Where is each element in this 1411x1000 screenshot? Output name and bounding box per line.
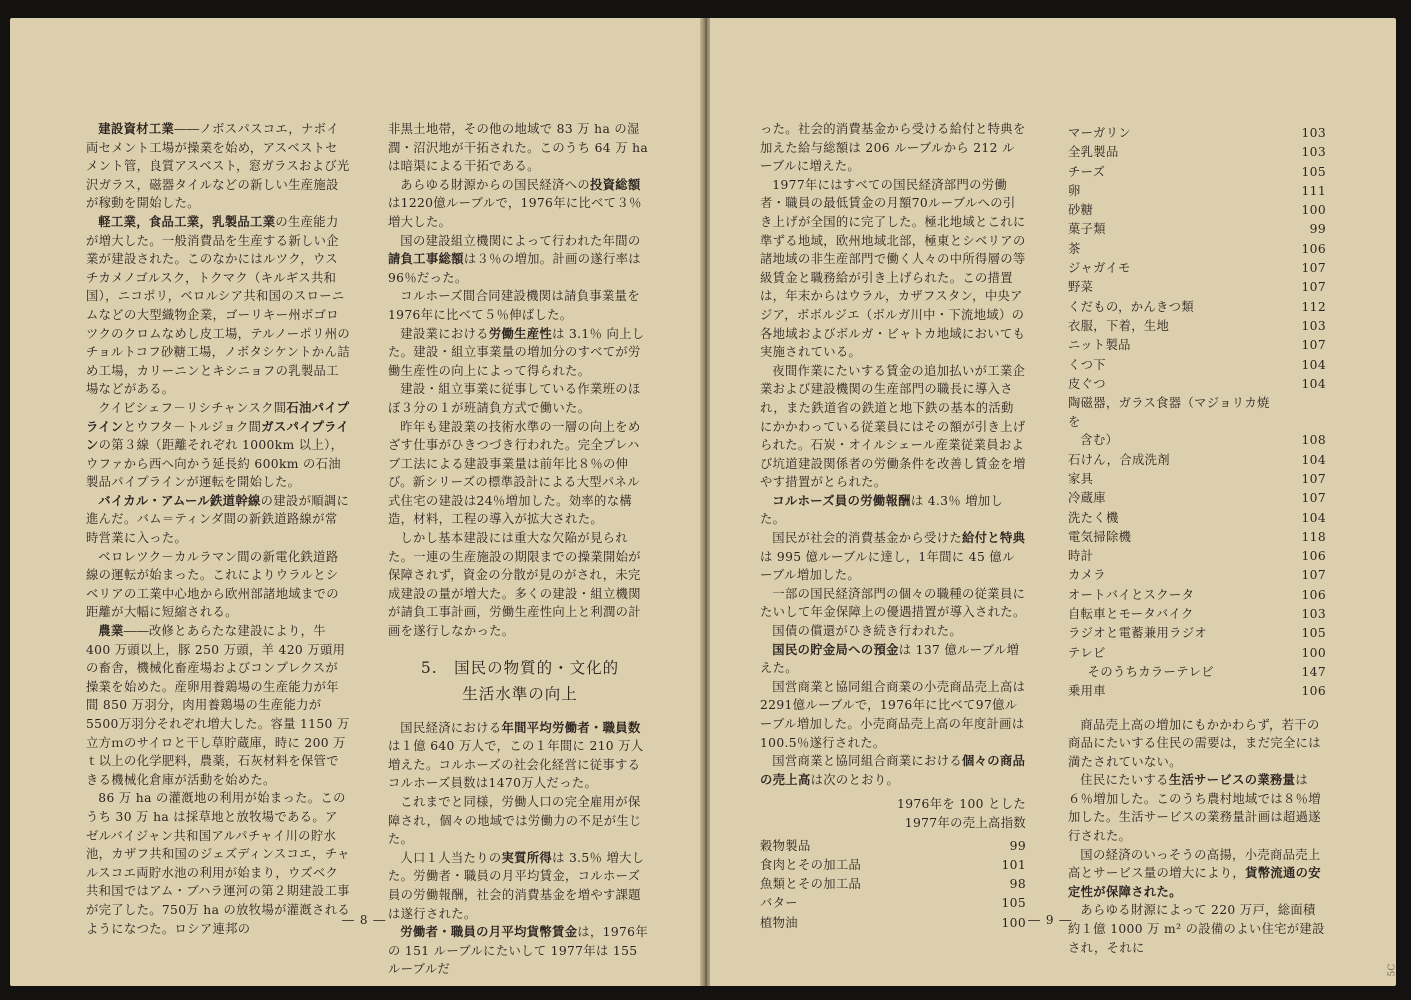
item-name: 乗用車 xyxy=(1068,684,1106,699)
item-name: 植物油 xyxy=(760,915,798,930)
item-name: 食肉とその加工品 xyxy=(760,857,862,872)
emphasis-text: コルホーズ員の労働報酬 xyxy=(772,492,911,508)
body-text: 1977年にはすべての国民経済部門の労働者・職員の最低賃金の月額70ルーブルへの引き上げが全国的に完了した。極北地域とこれに準ずる地域，欧州地域北部，極東とシベリアの諸地域の非生産部門で働く人々の中所得層の等級賃金と職務給が引き上げられた。この措置は，年末からはウラル，カザフスタン，中央アジア，ボボルジエ（ボルガ川中・下流地域）の各地域およびボルガ・ビャトカ地域においても実施されている。 xyxy=(760,177,1026,360)
item-name: そのうちカラーテレビ xyxy=(1087,664,1214,679)
emphasis-text: 投資総額 xyxy=(590,176,641,192)
body-text: は３％の増加。計画の遂行率は96％だった。 xyxy=(388,252,641,285)
paragraph xyxy=(760,120,1026,176)
paragraph xyxy=(86,492,350,548)
index-value: 104 xyxy=(1301,357,1326,372)
table-row xyxy=(1068,124,1326,143)
section-heading-line-1: 5. 国民の物質的・文化的 xyxy=(420,658,620,677)
body-text: の第３線（距離それぞれ 1000km 以上），ウファから西へ向かう延長約 600km の石油製品パイプラインが運転を開始した。 xyxy=(86,438,344,490)
body-text: 建設業における xyxy=(400,326,489,341)
item-name: 陶磁器，ガラス食器（マジョリカ焼を xyxy=(1068,396,1270,429)
index-value: 103 xyxy=(1301,145,1326,160)
body-text: の建設が順調に進んだ。バム＝ティンダ間の新鉄道路線が常時営業に入った。 xyxy=(86,493,350,546)
emphasis-text: 農業 xyxy=(98,623,124,639)
item-name: 含む） xyxy=(1080,433,1119,448)
index-value: 107 xyxy=(1301,568,1326,583)
paragraph xyxy=(86,789,350,938)
index-value: 106 xyxy=(1301,241,1326,256)
table-row xyxy=(760,914,1026,933)
body-text: あらゆる財源によって 220 万戸，総面積約１億 1000 万 m² の設備のよい住宅が建設され，それに xyxy=(1068,903,1325,955)
body-text: 国民が社会的消費基金から受けた xyxy=(772,531,963,546)
right-page-column-2 xyxy=(1068,124,1326,957)
emphasis-text: 請負工事総額 xyxy=(388,251,464,267)
emphasis-text: 国民の貯金局への預金 xyxy=(772,641,899,657)
index-value: 111 xyxy=(1301,183,1326,198)
paragraph xyxy=(388,923,652,979)
left-page-column-2 xyxy=(388,120,652,979)
table-row xyxy=(1068,586,1326,605)
table-row xyxy=(1068,336,1326,355)
table-row xyxy=(1068,240,1326,259)
index-value: 107 xyxy=(1301,491,1326,506)
table-row xyxy=(1068,394,1326,431)
paragraph xyxy=(1068,901,1326,957)
body-text: は 3.1％ 向上した。建設・組立事業量の増加分のすべてが労働生産性の向上によって得られた。 xyxy=(388,326,645,378)
paragraph xyxy=(388,793,652,849)
item-name: 時計 xyxy=(1068,549,1094,564)
paragraph xyxy=(1068,771,1326,845)
body-text: は 4.3％ 増加した。 xyxy=(760,493,1004,527)
body-text: 一部の国民経済部門の個々の職種の従業員にたいして年金保障上の優遇措置が導入された。 xyxy=(760,586,1026,620)
body-text: は６％増加した。このうち農村地域では８％増加した。生活サービスの業務量計画は超過遂行された。 xyxy=(1068,773,1321,844)
paragraph xyxy=(760,362,1026,492)
body-text: 国営商業と協同組合商業における xyxy=(772,754,963,769)
table-row xyxy=(1068,682,1326,701)
item-name: マーガリン xyxy=(1068,126,1131,140)
section-heading-line-2: 生活水準の向上 xyxy=(462,684,578,703)
item-name: 家具 xyxy=(1068,471,1094,486)
paragraph xyxy=(760,492,1026,529)
table-row xyxy=(1068,259,1326,278)
body-text: 国債の償還がひき続き行われた。 xyxy=(772,624,963,639)
body-text: ――ノボスパスコエ，ナボイ両セメント工場が操業を始め，アスベストセメント管，良質アスベスト，窓ガラスおよび光沢ガラス，磁器タイルなどの新しい生産施設が稼動を開始した。 xyxy=(86,122,350,211)
paragraph xyxy=(388,232,652,288)
index-value: 100 xyxy=(1301,203,1326,218)
body-text: ――改修とあらたな建設により，牛 400 万頭以上，豚 250 万頭，羊 420 万頭用の畜舎，機械化畜産場およびコンプレクスが操業を始めた。産卵用養鶏場の生産能力が年間 850 万羽分，肉用養鶏場の生産能力が5500万羽分それぞれ増大した。容量 1150 万立方ｍのサイロと干し草貯蔵庫，時に 200 万ｔ以上の化学肥料，農薬，石灰材料を保管できる機械化倉庫が活動を始めた。 xyxy=(86,624,350,787)
index-value: 118 xyxy=(1301,529,1326,544)
index-value: 105 xyxy=(1001,896,1026,911)
page-number-right: ― 9 ― xyxy=(1028,913,1073,927)
table-row xyxy=(760,875,1026,894)
paragraph xyxy=(388,120,652,176)
item-name: 野菜 xyxy=(1068,280,1094,295)
paragraph xyxy=(760,752,1026,789)
sales-index-table-part-2 xyxy=(1068,124,1326,702)
paragraph xyxy=(86,548,350,622)
paragraph xyxy=(86,399,350,492)
index-value: 147 xyxy=(1301,664,1326,679)
paragraph xyxy=(388,719,652,793)
index-value: 105 xyxy=(1301,626,1326,641)
item-name: 衣服，下着，生地 xyxy=(1068,318,1170,333)
body-text: あらゆる財源からの国民経済への xyxy=(400,177,591,192)
item-name: 砂糖 xyxy=(1068,203,1094,218)
paragraph xyxy=(86,213,350,399)
item-name: チーズ xyxy=(1068,164,1106,179)
table-row xyxy=(1068,201,1326,220)
table-row xyxy=(1068,317,1326,336)
body-text: 昨年も建設業の技術水準の一層の向上をめざす仕事がひきつづき行われた。完全プレハブ工法による建設事業量は前年比８％の伸び。新シリーズの標準設計による大型パネル式住宅の建設は24％増加した。効率的な構造，材料，工程の導入が拡大された。 xyxy=(388,419,641,527)
emphasis-text: 労働生産性 xyxy=(488,325,553,341)
paragraph xyxy=(388,529,652,641)
body-text: は１億 640 万人で，この１年間に 210 万人増えた。コルホーズの社会化経営に従事するコルホーズ員数は1470万人だった。 xyxy=(388,739,644,791)
body-text: った。社会的消費基金から受ける給付と特典を加えた給与総額は 206 ルーブルから 212 ルーブルに増えた。 xyxy=(760,122,1026,174)
index-value: 104 xyxy=(1301,376,1326,391)
table-row xyxy=(760,837,1026,856)
table-row xyxy=(1068,566,1326,585)
table-row xyxy=(1068,356,1326,375)
right-page-column-1 xyxy=(760,120,1026,933)
table-row xyxy=(1068,489,1326,508)
item-name: 皮ぐつ xyxy=(1068,376,1106,391)
index-value: 106 xyxy=(1301,549,1326,564)
item-name: 全乳製品 xyxy=(1068,145,1119,160)
body-text: は次のとおり。 xyxy=(810,772,900,787)
table-row xyxy=(1068,220,1326,239)
body-text: は，1976年の 151 ルーブルにたいして 1977年は 155 ルーブルだ xyxy=(388,925,648,977)
paragraph xyxy=(86,120,350,213)
table-row xyxy=(1068,163,1326,182)
body-text: は1220億ルーブルで，1976年に比べて３％増大した。 xyxy=(388,196,642,229)
item-name: テレビ xyxy=(1068,645,1106,660)
index-value: 104 xyxy=(1301,510,1326,525)
index-value: 107 xyxy=(1301,261,1326,276)
emphasis-text: 給付と特典 xyxy=(962,530,1026,546)
paragraph xyxy=(388,418,652,530)
index-value: 104 xyxy=(1301,452,1326,467)
index-value: 112 xyxy=(1301,299,1326,314)
paragraph xyxy=(1068,846,1326,902)
index-value: 105 xyxy=(1301,164,1326,179)
body-text: 国の建設組立機関によって行われた年間の xyxy=(400,233,641,248)
index-value: 99 xyxy=(1009,838,1026,853)
body-text: クイビシェフ－リシチャンスク間 xyxy=(98,400,287,415)
item-name: 自転車とモータバイク xyxy=(1068,607,1194,622)
index-value: 106 xyxy=(1301,587,1326,602)
item-name: 穀物製品 xyxy=(760,838,811,853)
body-text: は 3.5％ 増大した。労働者・職員の月平均賃金，コルホーズ員の労働報酬，社会的消費基金を増やす課題は遂行された。 xyxy=(388,850,645,921)
left-page-column-1 xyxy=(86,120,350,938)
sales-index-table-part-1 xyxy=(760,837,1026,933)
body-text: 国の経済のいっそうの高揚，小売商品売上高とサービス量の増大により， xyxy=(1068,847,1321,881)
index-value: 103 xyxy=(1301,126,1326,140)
emphasis-text: 年間平均労働者・職員数 xyxy=(501,719,641,735)
body-text: これまでと同様，労働人口の完全雇用が保障され，個々の地域では労働力の不足が生じた。 xyxy=(388,795,642,847)
section-heading xyxy=(388,655,652,707)
emphasis-text: 貨幣流通の安定性が保障された。 xyxy=(1068,865,1321,899)
index-value: 108 xyxy=(1301,433,1326,448)
item-name: カメラ xyxy=(1068,568,1106,583)
paragraph xyxy=(388,287,652,324)
index-value: 101 xyxy=(1001,857,1026,872)
archive-mark: 5C xyxy=(1387,963,1398,977)
body-text: は 137 億ルーブル増えた。 xyxy=(760,642,1020,676)
index-value: 103 xyxy=(1301,607,1326,622)
index-value: 98 xyxy=(1009,877,1026,892)
body-text: 国民経済における xyxy=(400,720,502,735)
table-row xyxy=(1068,375,1326,394)
item-name: 洗たく機 xyxy=(1068,510,1119,525)
table-row xyxy=(1068,182,1326,201)
body-text: 商品売上高の増加にもかかわらず，若干の商品にたいする住民の需要は，まだ完全には満たされていない。 xyxy=(1068,717,1321,769)
emphasis-text: ガスパイプライン xyxy=(86,418,350,453)
item-name: 茶 xyxy=(1068,241,1081,256)
item-name: 魚類とその加工品 xyxy=(760,877,862,892)
table-row xyxy=(760,894,1026,913)
paragraph xyxy=(760,678,1026,752)
table-row xyxy=(1068,624,1326,643)
sales-index-table-header xyxy=(760,795,1026,832)
table-row xyxy=(1068,528,1326,547)
item-name: 電気掃除機 xyxy=(1068,529,1132,544)
left-page-column-2-section-paragraphs xyxy=(388,719,652,979)
body-text: コルホーズ間合同建設機関は請負事業量を1976年に比べて５％伸ばした。 xyxy=(388,289,640,322)
emphasis-text: 建設資材工業 xyxy=(98,121,175,136)
index-value: 107 xyxy=(1301,471,1326,486)
item-name: 菓子類 xyxy=(1068,222,1106,237)
item-name: バター xyxy=(760,896,798,911)
emphasis-text: 石油パイプライン xyxy=(86,399,350,434)
item-name: ラジオと電蓄兼用ラジオ xyxy=(1068,626,1208,641)
table-row xyxy=(1068,278,1326,297)
body-text: 人口１人当たりの xyxy=(400,850,502,865)
item-name: くだもの，かんきつ類 xyxy=(1068,299,1194,314)
paragraph xyxy=(760,529,1026,585)
body-text: の生産能力が増大した。一般消費品を生産する新しい企業が建設された。このなかにはルツク，ウスチカメノゴルスク，トクマク（キルギス共和国），ニコポリ，ベロルシア共和国のスローニムなどの大型織物企業，ゴーリキー州ボゴロツクのクロムなめし皮工場，テルノーポリ州のチョルトコフ砂糖工場，ノボタシケントかん詰め工場，カリーニンとキシニョフの乳製品工場などがある。 xyxy=(86,214,350,397)
paragraph xyxy=(760,585,1026,622)
index-value: 103 xyxy=(1301,318,1326,333)
table-row xyxy=(1068,547,1326,566)
body-text: 夜間作業にたいする賃金の追加払いが工業企業および建設機関の生産部門の職長に導入され，また鉄道省の鉄道と地下鉄の基本的活動にかかわっている従業員にはその額が引き上げられた。石炭・オイルシェール産業従業員および坑道建設関係者の労働条件を改善し賃金を増やす措置がとられた。 xyxy=(760,363,1026,490)
body-text: 非黒土地帯，その他の地域で 83 万 ha の湿潤・沼沢地が干拓された。このうち 64 万 ha は暗渠による干拓である。 xyxy=(388,122,649,174)
paragraph xyxy=(760,622,1026,641)
item-name: 卵 xyxy=(1068,183,1081,198)
paragraph xyxy=(1068,716,1326,772)
emphasis-text: 軽工業，食品工業，乳製品工業 xyxy=(98,213,276,229)
table-header-line-2: 1977年の売上高指数 xyxy=(904,815,1026,830)
paragraph xyxy=(760,176,1026,362)
right-page-column-2-paragraphs xyxy=(1068,716,1326,958)
body-text: は 995 億ルーブルに達し，1年間に 45 億ルーブル増加した。 xyxy=(760,549,1015,583)
index-value: 107 xyxy=(1301,280,1326,295)
table-row xyxy=(1068,663,1326,682)
table-header-line-1: 1976年を 100 とした xyxy=(897,797,1026,812)
body-text: ベロレツク－カルラマン間の新電化鉄道路線の運転が始まった。これによりウラルとシベリアの工業中心地から欧州部諸地域までの距離が大幅に短縮される。 xyxy=(86,549,339,620)
emphasis-text: バイカル・アムール鉄道幹線 xyxy=(98,492,261,508)
body-text: 国営商業と協同組合商業の小売商品売上高は 2291億ルーブルで，1976年に比べて97億ルーブル増加した。小売商品売上高の年度計画は 100.5％遂行された。 xyxy=(760,679,1026,750)
right-page-column-1-paragraphs xyxy=(760,120,1026,789)
paragraph xyxy=(760,641,1026,678)
index-value: 99 xyxy=(1309,222,1326,237)
table-row xyxy=(1068,509,1326,528)
left-page-column-2-paragraphs xyxy=(388,120,652,641)
body-text: 住民にたいする xyxy=(1080,773,1169,788)
emphasis-text: 労働者・職員の月平均貨幣賃金 xyxy=(400,924,578,940)
paragraph xyxy=(388,176,652,232)
body-text: 86 万 ha の灌漑地の利用が始まった。このうち 30 万 ha は採草地と放牧場である。アゼルバイジャン共和国アルパチャイ川の貯水池，カザフ共和国のジェズディンスコエ，チャルスコエ両貯水池の利用が始まり，ウズベク共和国ではアム・ブハラ運河の第２期建設工事が完了した。750万 ha の放牧場が灌漑されるようになつた。ロシア連邦の xyxy=(86,791,350,936)
page-number-left: ― 8 ― xyxy=(342,913,387,927)
table-row xyxy=(1068,143,1326,162)
index-value: 100 xyxy=(1001,915,1026,930)
table-row xyxy=(1068,605,1326,624)
item-name: オートバイとスクータ xyxy=(1068,587,1195,602)
table-row xyxy=(1068,431,1326,450)
body-text: しかし基本建設には重大な欠陥が見られた。一連の生産施設の期限までの操業開始が保障されず，資金の分散が見のがされ，未完成建設の量が増大た。多くの建設・組立機関が請負工事計画，労働生産性向上と利潤の計画を遂行しなかった。 xyxy=(388,531,641,639)
table-row xyxy=(1068,451,1326,470)
index-value: 107 xyxy=(1301,338,1326,353)
emphasis-text: 実質所得 xyxy=(501,849,553,865)
index-value: 106 xyxy=(1301,684,1326,699)
item-name: ニット製品 xyxy=(1068,338,1131,353)
item-name: 石けん，合成洗剤 xyxy=(1068,452,1170,467)
table-row xyxy=(1068,298,1326,317)
body-text: 建設・組立事業に従事している作業班のほぼ３分の１が班請負方式で働いた。 xyxy=(388,382,641,415)
table-row xyxy=(1068,470,1326,489)
paragraph xyxy=(388,380,652,417)
paragraph xyxy=(388,849,652,923)
item-name: くつ下 xyxy=(1068,357,1106,372)
item-name: ジャガイモ xyxy=(1068,261,1131,276)
table-row xyxy=(1068,644,1326,663)
item-name: 冷蔵庫 xyxy=(1068,491,1106,506)
index-value: 100 xyxy=(1301,645,1326,660)
index-value xyxy=(1276,394,1326,431)
paragraph xyxy=(86,622,350,789)
paragraph xyxy=(388,325,652,381)
emphasis-text: 個々の商品の売上高 xyxy=(760,753,1026,787)
table-row xyxy=(760,856,1026,875)
emphasis-text: 生活サービスの業務量 xyxy=(1168,772,1296,788)
body-text: とウフタ－トルジョク間 xyxy=(123,419,262,434)
